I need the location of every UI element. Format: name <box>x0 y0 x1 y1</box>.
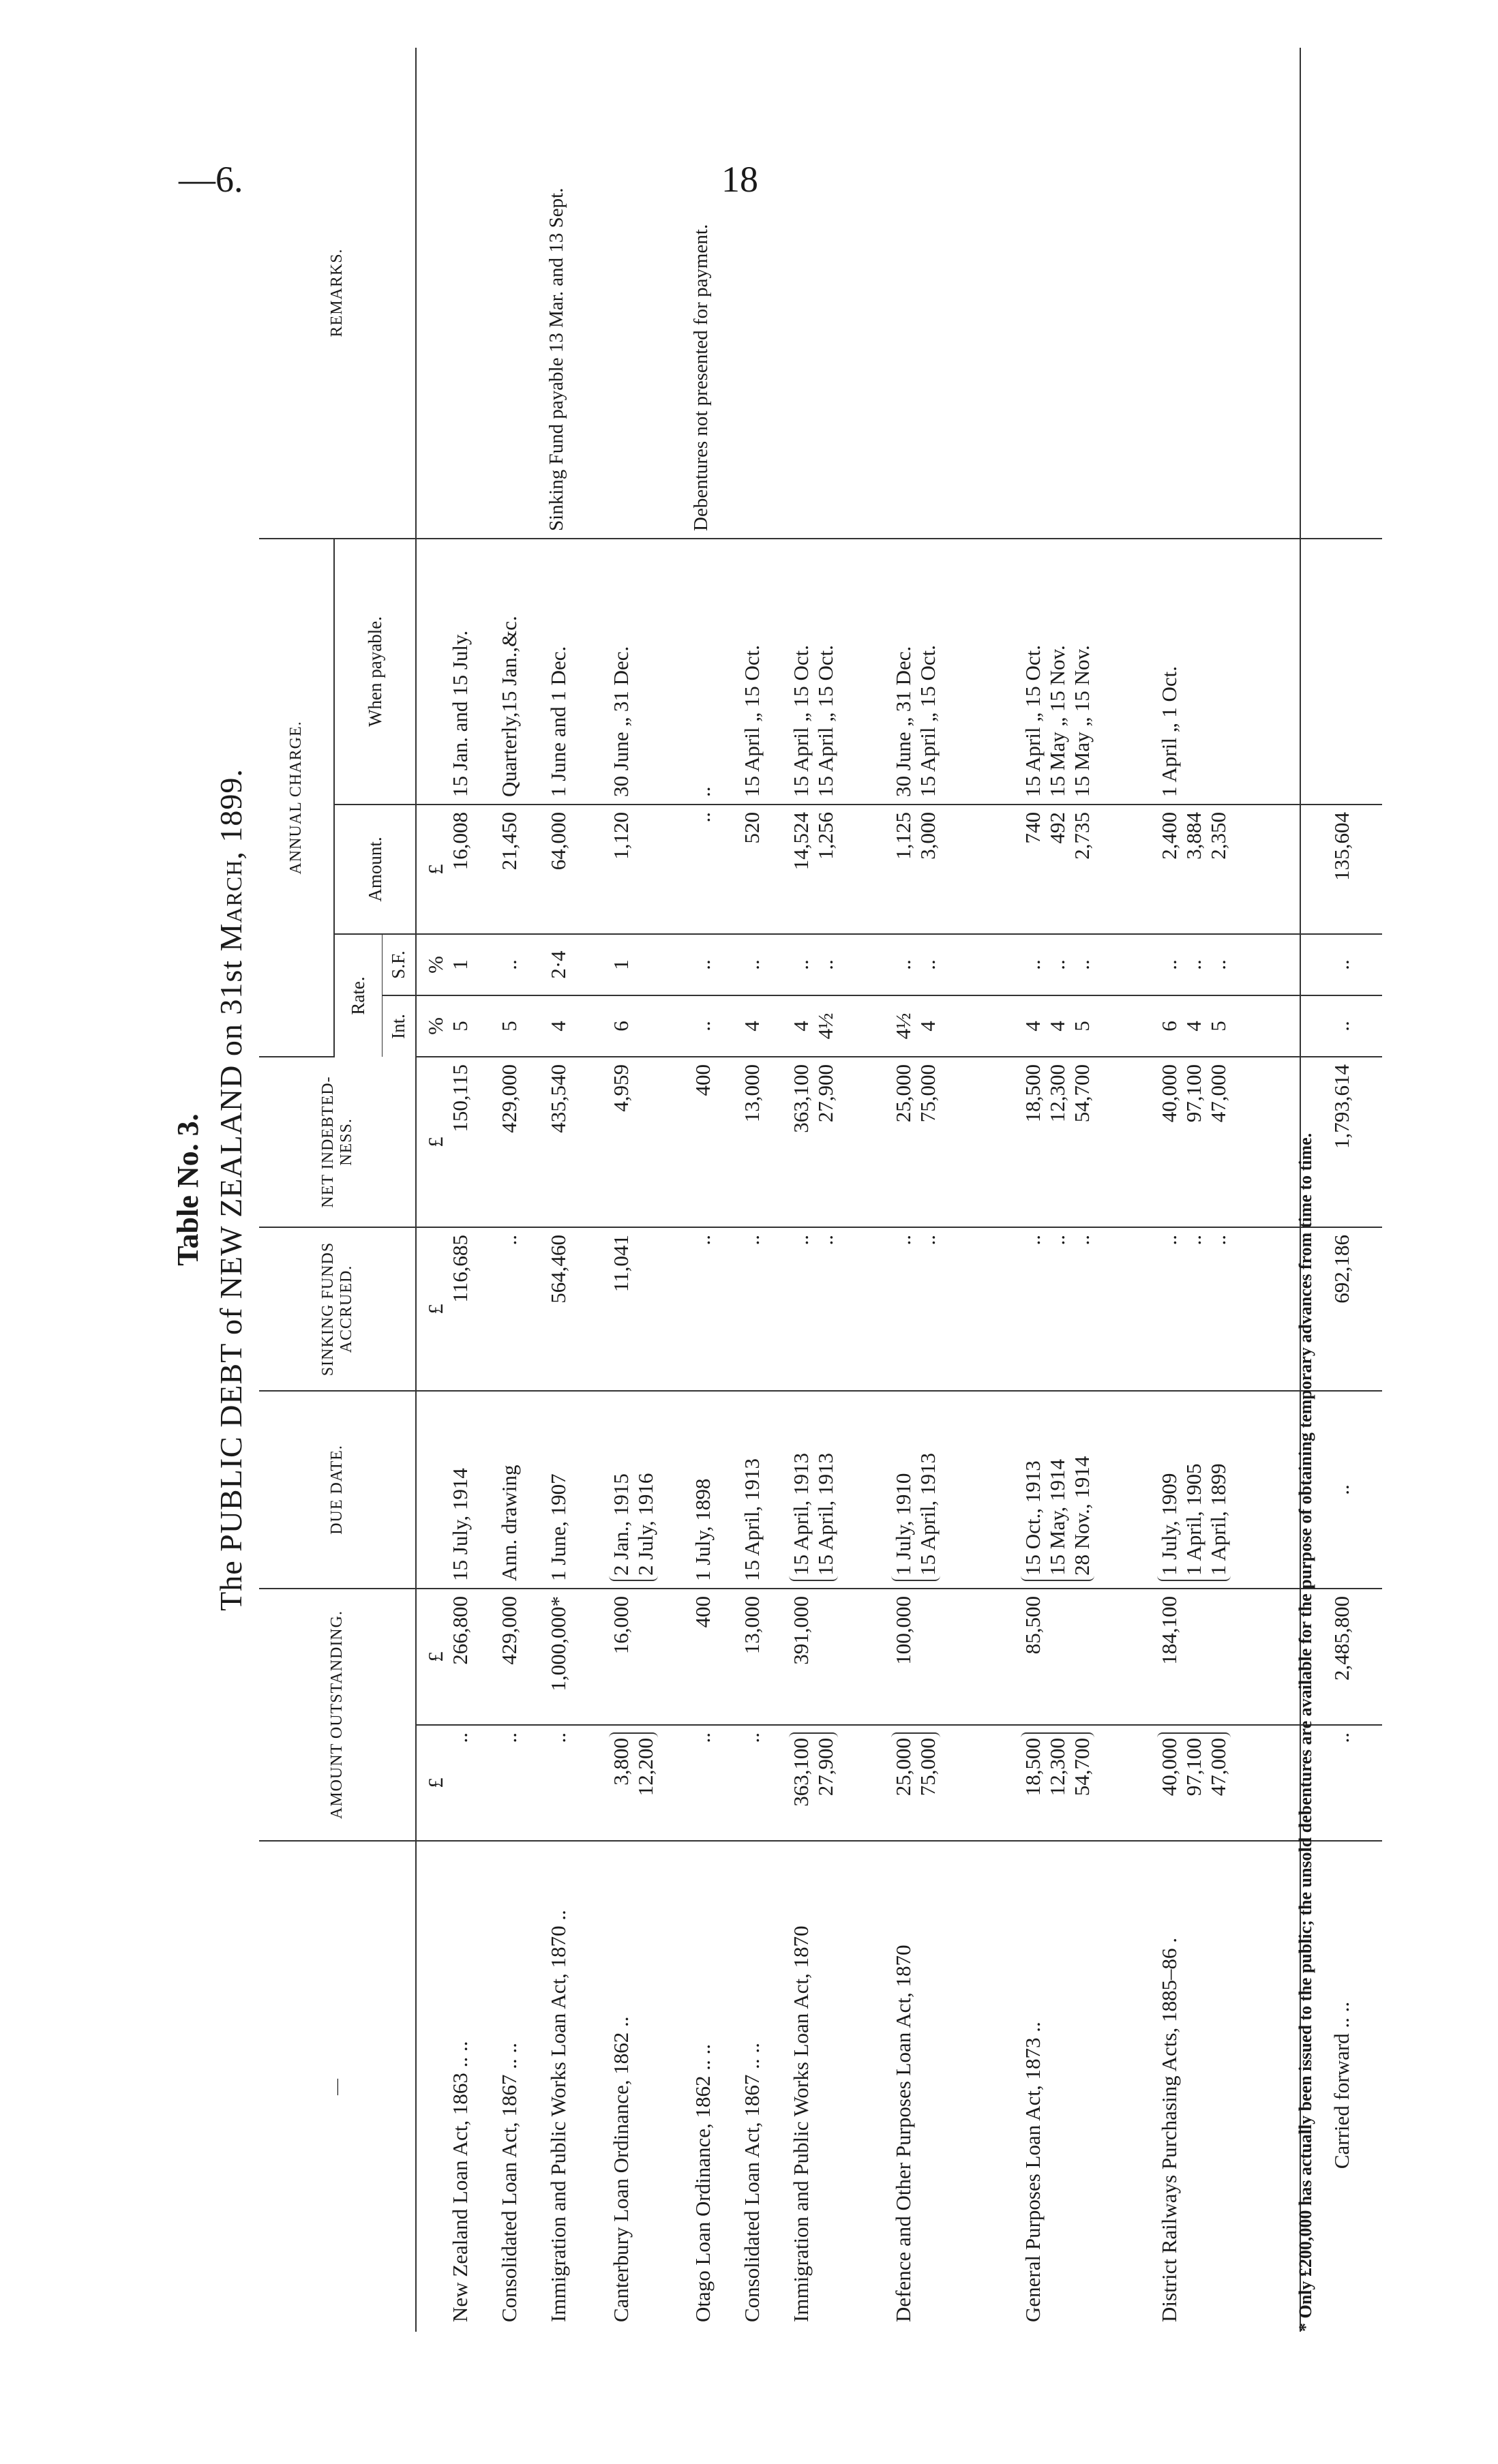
when-payable: 15 Jan. and 15 July. <box>448 539 497 805</box>
net-indebtedness <box>789 1057 891 1227</box>
header-amount-outstanding: AMOUNT OUTSTANDING. <box>259 1589 416 1841</box>
due-date <box>891 1391 1021 1589</box>
when-payable: 15 April „ 15 Oct. <box>740 539 789 805</box>
rate-int: 4 <box>546 995 609 1057</box>
when-payable: .. <box>691 539 740 805</box>
remarks <box>740 48 789 539</box>
header-when-payable: When payable. <box>334 539 416 805</box>
when-payable: 30 June „ 31 Dec. <box>609 539 691 805</box>
annual-amount <box>1021 805 1157 934</box>
loan-name: Otago Loan Ordinance, 1862 .. .. <box>691 2043 715 2322</box>
annual-amount-group: 2,400 3,884 2,350 <box>1157 812 1230 860</box>
header-due-date: DUE DATE. <box>259 1391 416 1589</box>
rate-sf: .. <box>691 934 740 995</box>
due-date-group: 2 Jan., 1915 2 July, 1916 <box>609 1473 658 1581</box>
amount-total: 429,000 <box>497 1589 546 1725</box>
rate-int: 6 <box>609 995 691 1057</box>
table-row <box>1021 48 1157 2332</box>
rate-int-group: 6 4 5 <box>1157 1021 1230 1032</box>
amount-parts: .. <box>448 1725 497 1841</box>
annual-amount: 1,120 <box>609 805 691 934</box>
amount-total: 85,500 <box>1021 1589 1157 1725</box>
rate-int-group: 4 4 5 <box>1021 1021 1094 1032</box>
annual-amount-group: 740 492 2,735 <box>1021 812 1094 860</box>
unit-percent: % <box>416 934 448 995</box>
header-amount: Amount. <box>334 805 416 934</box>
sinking-funds <box>1157 1227 1300 1391</box>
unit-blank <box>416 1841 448 2332</box>
cf-net: 1,793,614 <box>1300 1057 1382 1227</box>
amount-parts <box>891 1725 1021 1841</box>
table-title-month: March <box>213 859 248 952</box>
sinking-funds: 116,685 <box>448 1227 497 1391</box>
sinking-funds <box>891 1227 1021 1391</box>
cf-total: 2,485,800 <box>1300 1589 1382 1725</box>
net-indebtedness <box>891 1057 1021 1227</box>
page-corner-mark: —6. <box>179 159 243 200</box>
table-row <box>789 48 891 2332</box>
amount-parts-group: 40,000 97,100 47,000 <box>1157 1732 1231 1796</box>
due-date: 15 April, 1913 <box>740 1391 789 1589</box>
table-row <box>546 48 609 2332</box>
due-date: 15 July, 1914 <box>448 1391 497 1589</box>
unit-pound: £ <box>416 1057 448 1227</box>
header-remarks: REMARKS. <box>259 48 416 539</box>
table-row <box>891 48 1021 2332</box>
annual-amount-group: 14,524 1,256 <box>789 812 837 871</box>
amount-parts-group: 363,100 27,900 <box>789 1732 838 1807</box>
rate-sf-group: .. .. .. <box>1157 959 1230 970</box>
net-indebtedness-group: 40,000 97,100 47,000 <box>1157 1064 1230 1123</box>
table-title-year: , 1899. <box>213 768 248 860</box>
net-indebtedness: 4,959 <box>609 1057 691 1227</box>
amount-parts <box>1157 1725 1300 1841</box>
table-row <box>497 48 546 2332</box>
annual-amount: 16,008 <box>448 805 497 934</box>
rate-int-group: 4 4½ <box>789 1012 837 1040</box>
rate-sf: 1 <box>609 934 691 995</box>
unit-pound: £ <box>416 805 448 934</box>
sinking-funds <box>1021 1227 1157 1391</box>
amount-parts: .. <box>497 1725 546 1841</box>
when-payable-group: 15 April „ 15 Oct. 15 May „ 15 Nov. 15 May „ 15 Nov. <box>1021 645 1094 797</box>
annual-amount-group: 1,125 3,000 <box>891 812 940 860</box>
sinking-funds: .. <box>497 1227 546 1391</box>
loan-name: Consolidated Loan Act, 1867 .. .. <box>497 2043 521 2322</box>
cf-due: .. <box>1300 1391 1382 1589</box>
annual-amount: 21,450 <box>497 805 546 934</box>
due-date <box>609 1391 691 1589</box>
due-date <box>1021 1391 1157 1589</box>
header-rate-sf: S.F. <box>382 934 416 995</box>
amount-total: 391,000 <box>789 1589 891 1725</box>
debt-rows <box>448 48 1300 2332</box>
table-row <box>691 48 740 2332</box>
footnote: * Only £200,000 has actually been issued to the public; the unsold debentures are available for the purpose of obtaining temporary advances from time to time. <box>1295 1132 1315 2332</box>
amount-total: 1,000,000* <box>546 1589 609 1725</box>
rate-int: 5 <box>448 995 497 1057</box>
cf-int: .. <box>1300 995 1382 1057</box>
due-date-group: 1 July, 1909 1 April, 1905 1 April, 1899 <box>1157 1464 1231 1581</box>
amount-parts <box>1021 1725 1157 1841</box>
cf-parts: .. <box>1300 1725 1382 1841</box>
loan-name: Canterbury Loan Ordinance, 1862 .. <box>609 2016 633 2322</box>
net-indebtedness: 13,000 <box>740 1057 789 1227</box>
sinking-funds <box>789 1227 891 1391</box>
due-date: 1 June, 1907 <box>546 1391 609 1589</box>
table-row <box>448 48 497 2332</box>
rate-sf-group: .. .. .. <box>1021 959 1094 970</box>
loan-name: Immigration and Public Works Loan Act, 1870 .. <box>546 1910 570 2322</box>
loan-name: District Railways Purchasing Acts, 1885–86 . <box>1157 1938 1181 2322</box>
net-indebtedness: 400 <box>691 1057 740 1227</box>
when-payable: 1 June and 1 Dec. <box>546 539 609 805</box>
rate-sf: .. <box>497 934 546 995</box>
net-indebtedness <box>1157 1057 1300 1227</box>
rate-sf-group: .. .. <box>789 959 837 970</box>
amount-total: 13,000 <box>740 1589 789 1725</box>
unit-percent: % <box>416 995 448 1057</box>
amount-total: 16,000 <box>609 1589 691 1725</box>
rate-sf: 1 <box>448 934 497 995</box>
cf-sinking: 692,186 <box>1300 1227 1382 1391</box>
annual-amount <box>891 805 1021 934</box>
loan-name: New Zealand Loan Act, 1863 .. .. <box>448 2041 472 2322</box>
amount-parts-group: 25,000 75,000 <box>891 1732 940 1796</box>
unit-blank <box>416 48 448 539</box>
amount-total: 100,000 <box>891 1589 1021 1725</box>
amount-parts <box>609 1725 691 1841</box>
header-annual-charge: ANNUAL CHARGE. <box>259 539 334 1057</box>
remarks <box>1157 48 1300 539</box>
loan-name: Defence and Other Purposes Loan Act, 1870 <box>891 1944 915 2322</box>
unit-pound: £ <box>416 1227 448 1391</box>
amount-parts <box>789 1725 891 1841</box>
unit-blank <box>416 539 448 805</box>
rate-int: .. <box>691 995 740 1057</box>
sinking-funds: 564,460 <box>546 1227 609 1391</box>
amount-parts: .. <box>740 1725 789 1841</box>
header-rate: Rate. <box>334 934 382 1057</box>
rate-int <box>1157 995 1300 1057</box>
sinking-funds-group: .. .. <box>891 1235 940 1246</box>
amount-parts: .. <box>546 1725 609 1841</box>
when-payable <box>891 539 1021 805</box>
table-row <box>1157 48 1300 2332</box>
rate-int: 4 <box>740 995 789 1057</box>
remarks <box>1021 48 1157 539</box>
table-number: Table No. 3. <box>171 1113 205 1266</box>
units-row <box>416 48 448 2332</box>
net-indebtedness-group: 25,000 75,000 <box>891 1064 940 1123</box>
rotated-table-block <box>170 48 1353 2332</box>
when-payable: 1 April „ 1 Oct. <box>1157 539 1300 805</box>
header-description: — <box>259 1841 416 2332</box>
remarks: Debentures not presented for payment. <box>691 48 740 539</box>
public-debt-table <box>259 48 1382 2332</box>
net-indebtedness <box>1021 1057 1157 1227</box>
when-payable <box>1021 539 1157 805</box>
net-indebtedness: 435,540 <box>546 1057 609 1227</box>
when-payable <box>789 539 891 805</box>
amount-total: 400 <box>691 1589 740 1725</box>
header-net-indebtedness: NET INDEBTED-NESS. <box>259 1057 416 1227</box>
rate-int <box>891 995 1021 1057</box>
due-date-group: 1 July, 1910 15 April, 1913 <box>891 1453 940 1581</box>
when-payable-group: 15 April „ 15 Oct. 15 April „ 15 Oct. <box>789 645 837 797</box>
unit-blank <box>416 1391 448 1589</box>
amount-parts: .. <box>691 1725 740 1841</box>
loan-name: Immigration and Public Works Loan Act, 1870 <box>789 1925 813 2322</box>
net-indebtedness: 150,115 <box>448 1057 497 1227</box>
sinking-funds: 11,041 <box>609 1227 691 1391</box>
net-indebtedness-group: 18,500 12,300 54,700 <box>1021 1064 1094 1123</box>
due-date-group: 15 Oct., 1913 15 May, 1914 28 Nov., 1914 <box>1021 1456 1094 1581</box>
when-payable-group: 30 June „ 31 Dec. 15 April „ 15 Oct. <box>891 645 940 797</box>
due-date: 1 July, 1898 <box>691 1391 740 1589</box>
due-date-group: 15 April, 1913 15 April, 1913 <box>789 1453 838 1581</box>
sinking-funds-group: .. .. .. <box>1021 1235 1094 1246</box>
sinking-funds-group: .. .. <box>789 1235 837 1246</box>
rate-int-group: 4½ 4 <box>891 1012 940 1040</box>
annual-amount: .. <box>691 805 740 934</box>
remarks <box>891 48 1021 539</box>
sinking-funds-group: .. .. .. <box>1157 1235 1230 1246</box>
due-date: Ann. drawing <box>497 1391 546 1589</box>
table-row <box>740 48 789 2332</box>
loan-name: Consolidated Loan Act, 1867 .. .. <box>740 2043 764 2322</box>
annual-amount: 64,000 <box>546 805 609 934</box>
amount-parts-group: 18,500 12,300 54,700 <box>1021 1732 1094 1796</box>
unit-pound: £ <box>416 1589 448 1725</box>
remarks <box>609 48 691 539</box>
remarks <box>448 48 497 539</box>
rate-int <box>789 995 891 1057</box>
remarks <box>789 48 891 539</box>
loan-name: General Purposes Loan Act, 1873 .. <box>1021 2022 1045 2322</box>
sinking-funds: .. <box>691 1227 740 1391</box>
rate-sf <box>1021 934 1157 995</box>
remarks <box>497 48 546 539</box>
carried-forward-label: Carried forward .. .. <box>1300 1841 1382 2332</box>
annual-amount: 520 <box>740 805 789 934</box>
net-indebtedness: 429,000 <box>497 1057 546 1227</box>
remarks: Sinking Fund payable 13 Mar. and 13 Sept. <box>546 48 609 539</box>
table-title-text: The PUBLIC DEBT of NEW ZEALAND on 31st <box>213 951 248 1611</box>
when-payable: Quarterly,15 Jan.,&c. <box>497 539 546 805</box>
rate-sf-group: .. .. <box>891 959 940 970</box>
annual-amount <box>1157 805 1300 934</box>
rate-sf: 2·4 <box>546 934 609 995</box>
annual-amount <box>789 805 891 934</box>
header-sinking-funds: SINKING FUNDS ACCRUED. <box>259 1227 416 1391</box>
amount-total: 184,100 <box>1157 1589 1300 1725</box>
amount-total: 266,800 <box>448 1589 497 1725</box>
rate-sf: .. <box>740 934 789 995</box>
sinking-funds: .. <box>740 1227 789 1391</box>
rate-int <box>1021 995 1157 1057</box>
page-number: 18 <box>721 159 758 200</box>
due-date <box>1157 1391 1300 1589</box>
due-date <box>789 1391 891 1589</box>
unit-pound: £ <box>416 1725 448 1841</box>
table-title <box>213 48 249 2332</box>
rate-sf <box>891 934 1021 995</box>
cf-amount: 135,604 <box>1300 805 1382 934</box>
header-rate-int: Int. <box>382 995 416 1057</box>
table-row <box>609 48 691 2332</box>
amount-parts-group: 3,800 12,200 <box>609 1732 658 1796</box>
net-indebtedness-group: 363,100 27,900 <box>789 1064 837 1133</box>
rate-int: 5 <box>497 995 546 1057</box>
cf-sf: .. <box>1300 934 1382 995</box>
rate-sf <box>1157 934 1300 995</box>
rate-sf <box>789 934 891 995</box>
